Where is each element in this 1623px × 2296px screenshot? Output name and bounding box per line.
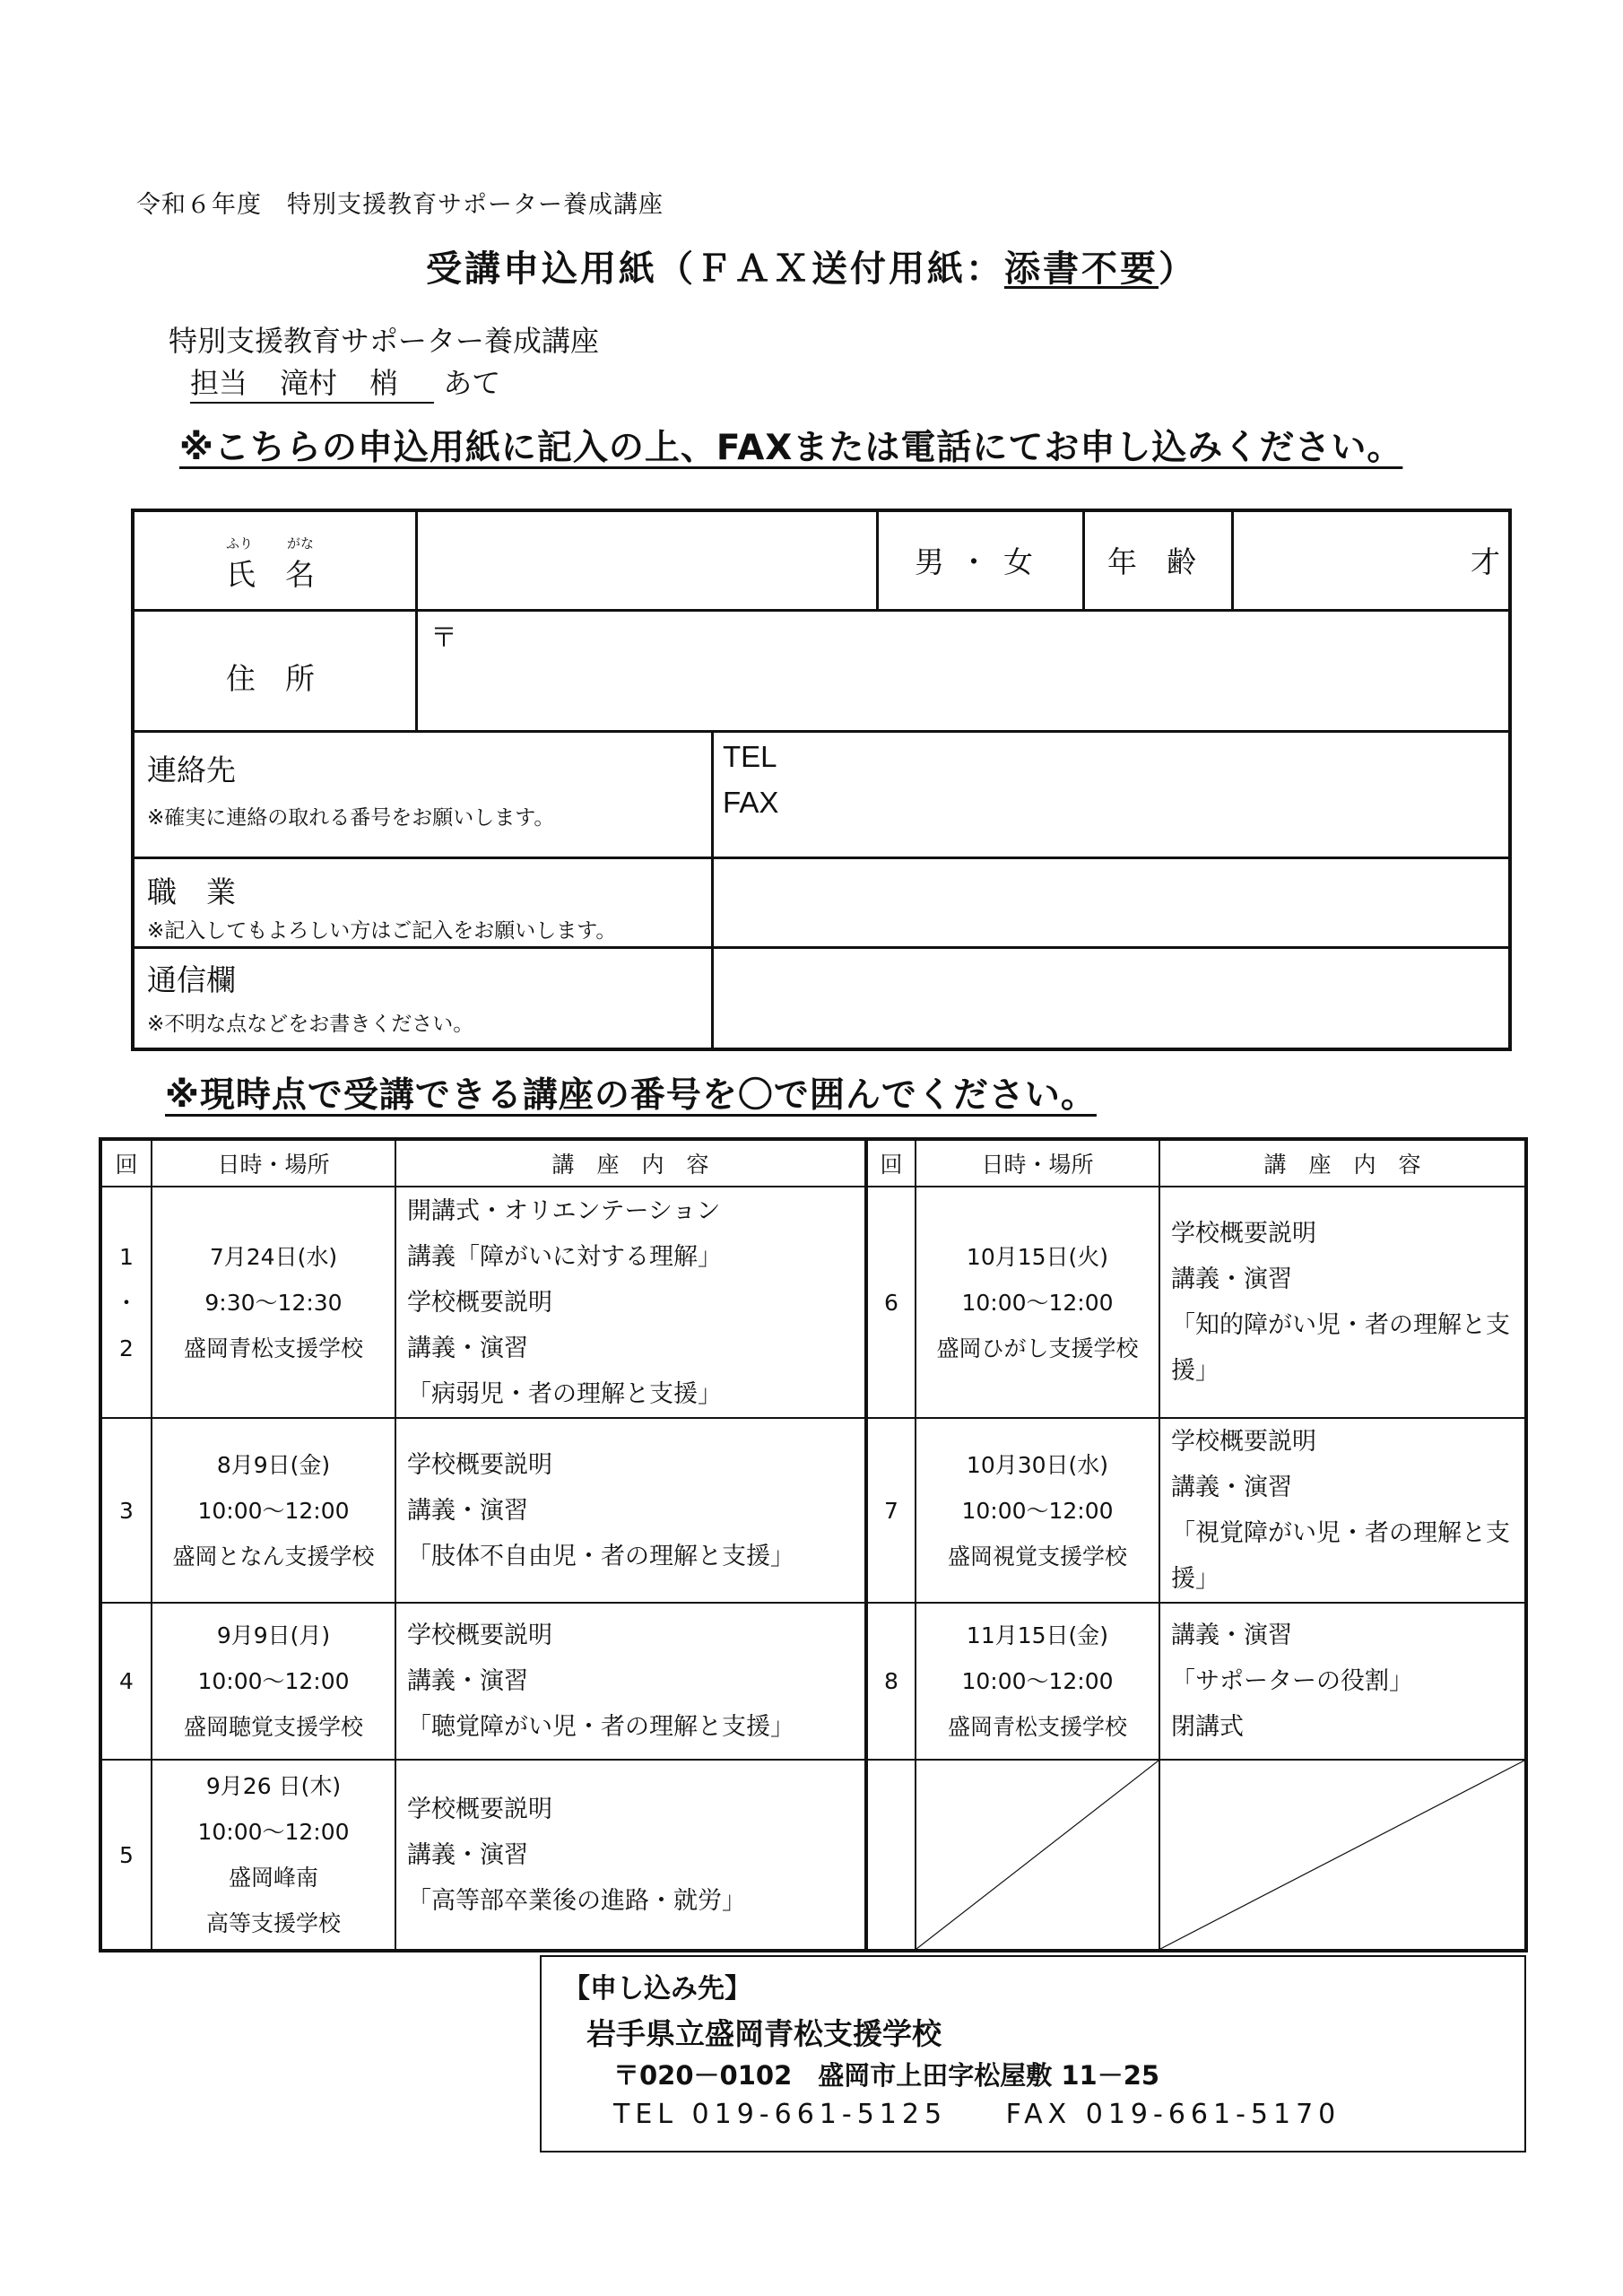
session-number[interactable]: 3 bbox=[100, 1418, 152, 1603]
form-divider bbox=[1082, 512, 1085, 609]
session-number[interactable]: 8 bbox=[866, 1603, 916, 1760]
session-content: 学校概要説明 講義・演習 「知的障がい児・者の理解と支援」 bbox=[1159, 1187, 1526, 1418]
session-datetime: 8月9日(金) 10:00～12:00 盛岡となん支援学校 bbox=[152, 1418, 395, 1603]
select-notice: ※現時点で受講できる講座の番号を〇で囲んでください。 bbox=[165, 1075, 1097, 1116]
session-content: 開講式・オリエンテーション 講義「障がいに対する理解」 学校概要説明 講義・演習 「病弱児・者の理解と支援」 bbox=[395, 1187, 866, 1418]
table-row bbox=[100, 1760, 1526, 1951]
title-end: ） bbox=[1159, 248, 1197, 290]
session-number[interactable]: 6 bbox=[866, 1187, 916, 1418]
addressee-course: 特別支援教育サポーター養成講座 bbox=[169, 324, 600, 358]
addressee-suffix: あて bbox=[443, 366, 501, 400]
session-number[interactable]: 1 ・ 2 bbox=[100, 1187, 152, 1418]
table-row bbox=[100, 1418, 1526, 1603]
person-surname: 滝村 bbox=[280, 366, 338, 400]
name-field[interactable] bbox=[418, 512, 876, 609]
col-header-content: 講 座 内 容 bbox=[395, 1139, 866, 1187]
name-ruby: がな bbox=[287, 535, 315, 552]
empty-cell-diagonal bbox=[916, 1760, 1159, 1951]
session-number[interactable]: 5 bbox=[100, 1760, 152, 1951]
col-header-no: 回 bbox=[866, 1139, 916, 1187]
course-table bbox=[99, 1137, 1528, 1952]
gender-select[interactable]: 男 ・ 女 bbox=[915, 544, 1036, 579]
year-course-heading: 令和６年度 特別支援教育サポーター養成講座 bbox=[136, 191, 664, 219]
postal-mark: 〒 bbox=[430, 622, 457, 654]
comm-field[interactable] bbox=[714, 949, 1508, 1051]
col-header-no: 回 bbox=[100, 1139, 152, 1187]
person-label: 担当 bbox=[190, 366, 248, 400]
session-content: 講義・演習 「サポーターの役割」 閉講式 bbox=[1159, 1603, 1526, 1760]
name-ruby: ふり bbox=[226, 535, 254, 552]
contact-school: 岩手県立盛岡青松支援学校 bbox=[586, 2016, 942, 2051]
contact-heading: 【申し込み先】 bbox=[563, 1973, 751, 2005]
age-field[interactable] bbox=[1234, 512, 1458, 609]
table-header-row bbox=[100, 1139, 1526, 1187]
tel-label: TEL bbox=[723, 740, 777, 773]
contact-label: 連絡先 bbox=[147, 752, 236, 787]
job-label: 職 業 bbox=[147, 874, 236, 909]
session-datetime: 9月26 日(木) 10:00～12:00 盛岡峰南 高等支援学校 bbox=[152, 1760, 395, 1951]
table-row bbox=[100, 1603, 1526, 1760]
contact-address: 〒020－0102 盛岡市上田字松屋敷 11－25 bbox=[613, 2060, 1160, 2091]
contact-box bbox=[540, 1955, 1526, 2152]
age-unit: 才 bbox=[1471, 544, 1500, 579]
address-label: 住 所 bbox=[226, 661, 315, 696]
page-title bbox=[0, 240, 1623, 291]
title-emphasis: 添書不要 bbox=[1004, 248, 1159, 290]
session-datetime: 11月15日(金) 10:00～12:00 盛岡青松支援学校 bbox=[916, 1603, 1159, 1760]
session-datetime: 10月30日(水) 10:00～12:00 盛岡視覚支援学校 bbox=[916, 1418, 1159, 1603]
col-header-datetime: 日時・場所 bbox=[916, 1139, 1159, 1187]
session-content: 学校概要説明 講義・演習 「肢体不自由児・者の理解と支援」 bbox=[395, 1418, 866, 1603]
application-form bbox=[131, 509, 1512, 1051]
session-number[interactable]: 4 bbox=[100, 1603, 152, 1760]
contact-fax: 019-661-5170 bbox=[1085, 2099, 1341, 2130]
col-header-content: 講 座 内 容 bbox=[1159, 1139, 1526, 1187]
session-number[interactable]: 7 bbox=[866, 1418, 916, 1603]
comm-label: 通信欄 bbox=[147, 962, 236, 997]
name-label: 氏 名 bbox=[226, 557, 315, 592]
fax-label: FAX bbox=[723, 786, 779, 819]
phone-fields[interactable] bbox=[816, 733, 1506, 855]
job-field[interactable] bbox=[714, 859, 1508, 946]
contact-phones bbox=[613, 2099, 1341, 2130]
contact-tel-label: TEL bbox=[613, 2099, 678, 2130]
address-field[interactable] bbox=[418, 612, 1508, 730]
age-label: 年 齢 bbox=[1107, 544, 1196, 579]
contact-fax-label: FAX bbox=[1005, 2099, 1072, 2130]
apply-notice: ※こちらの申込用紙に記入の上、FAXまたは電話にてお申し込みください。 bbox=[179, 428, 1403, 468]
contact-tel: 019-661-5125 bbox=[691, 2099, 948, 2130]
empty-cell-diagonal bbox=[1159, 1760, 1526, 1951]
table-row bbox=[100, 1187, 1526, 1418]
empty-cell bbox=[866, 1760, 916, 1951]
person-given: 梢 bbox=[369, 366, 399, 400]
job-note: ※記入してもよろしい方はご記入をお願いします。 bbox=[147, 919, 617, 943]
session-datetime: 9月9日(月) 10:00～12:00 盛岡聴覚支援学校 bbox=[152, 1603, 395, 1760]
contact-note: ※確実に連絡の取れる番号をお願いします。 bbox=[147, 806, 555, 830]
session-datetime: 7月24日(水) 9:30～12:30 盛岡青松支援学校 bbox=[152, 1187, 395, 1418]
col-header-datetime: 日時・場所 bbox=[152, 1139, 395, 1187]
addressee-person bbox=[190, 361, 500, 404]
session-content: 学校概要説明 講義・演習 「聴覚障がい児・者の理解と支援」 bbox=[395, 1603, 866, 1760]
title-main: 受講申込用紙（ＦＡＸ送付用紙： bbox=[426, 248, 1004, 290]
form-divider bbox=[876, 512, 879, 609]
comm-note: ※不明な点などをお書きください。 bbox=[147, 1013, 474, 1036]
session-datetime: 10月15日(火) 10:00～12:00 盛岡ひがし支援学校 bbox=[916, 1187, 1159, 1418]
session-content: 学校概要説明 講義・演習 「視覚障がい児・者の理解と支援」 bbox=[1159, 1418, 1526, 1603]
session-content: 学校概要説明 講義・演習 「高等部卒業後の進路・就労」 bbox=[395, 1760, 866, 1951]
